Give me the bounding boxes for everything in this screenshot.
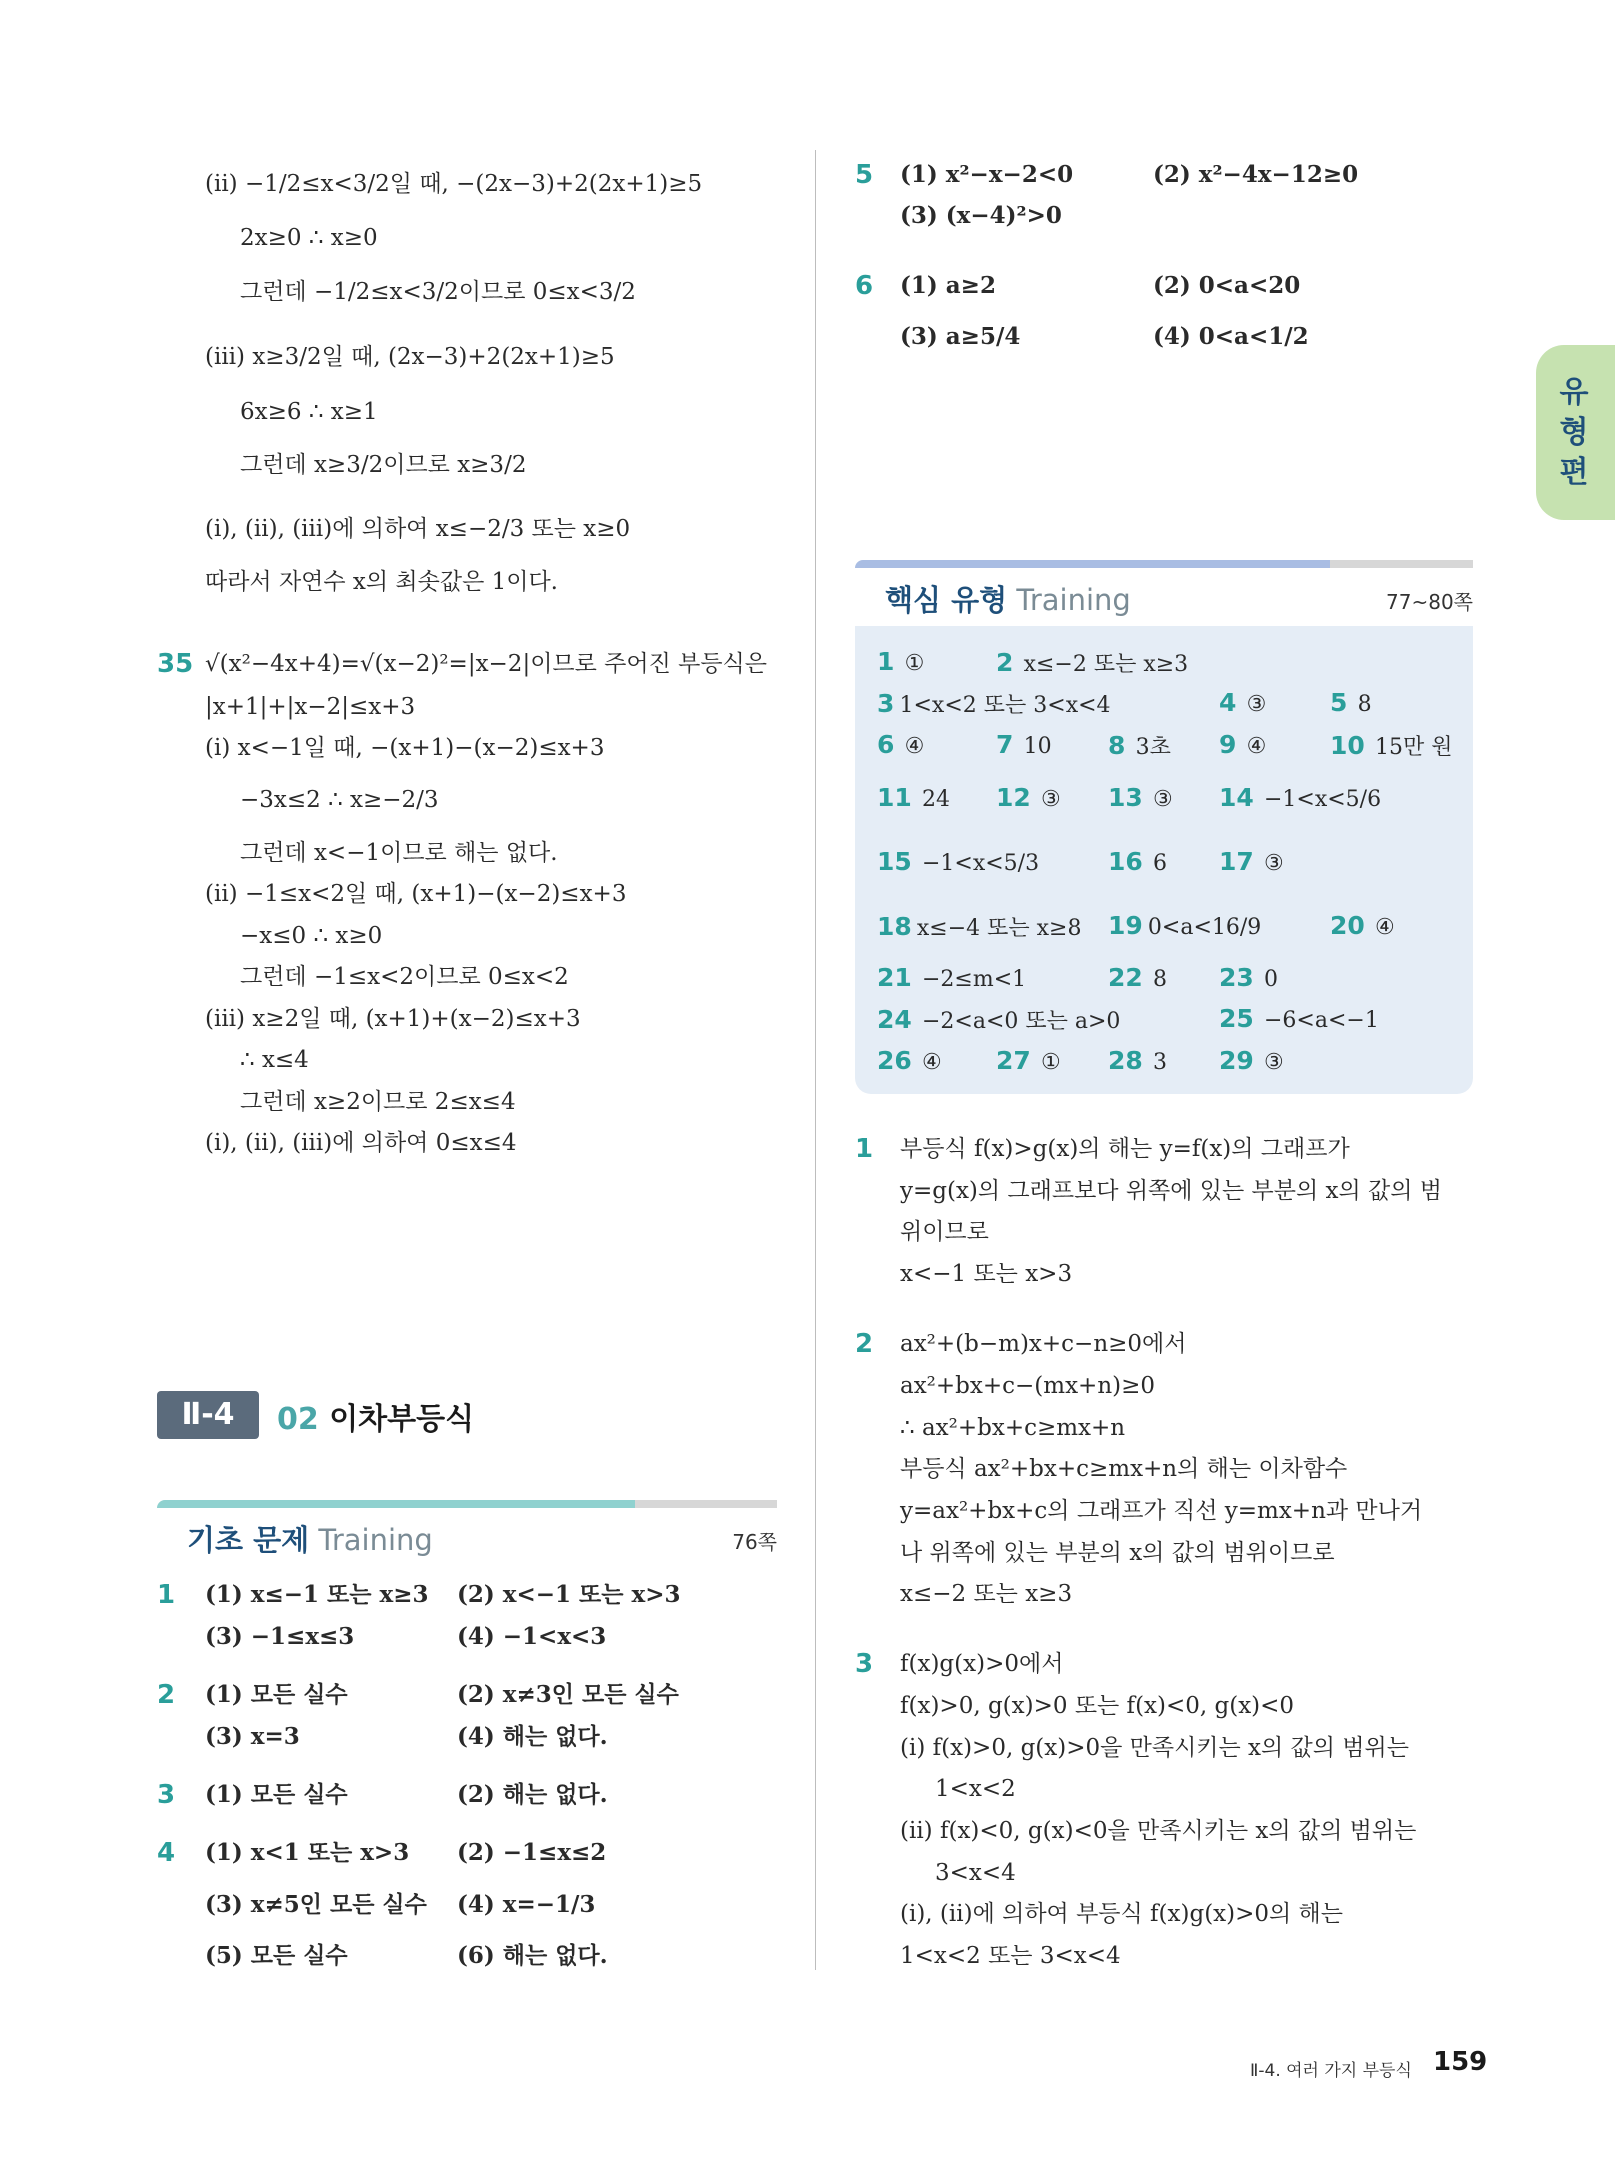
header-bar bbox=[855, 560, 1330, 568]
core-answer: 13 ③ bbox=[1108, 783, 1173, 812]
answer: (3) a≥5/4 bbox=[900, 323, 1021, 350]
core-answer: 12 ③ bbox=[996, 783, 1061, 812]
text-line: √(x²−4x+4)=√(x−2)²=|x−2|이므로 주어진 부등식은 bbox=[205, 651, 767, 677]
section-title-en: Training bbox=[318, 1523, 433, 1557]
text-line: (ⅱ) −1/2≤x<3/2일 때, −(2x−3)+2(2x+1)≥5 bbox=[205, 171, 703, 197]
column-divider bbox=[815, 150, 816, 1970]
chapter-number: 02 bbox=[277, 1402, 319, 1437]
core-answer-panel bbox=[855, 626, 1473, 1094]
text-line: −3x≤2 ∴ x≥−2/3 bbox=[240, 787, 439, 813]
core-answer: 1 ① bbox=[877, 647, 925, 676]
answer: (2) −1≤x≤2 bbox=[457, 1839, 607, 1866]
solution-number: 1 bbox=[855, 1134, 874, 1164]
answer: (1) a≥2 bbox=[900, 272, 996, 299]
chapter-name: 이차부등식 bbox=[329, 1402, 475, 1437]
text-line: 6x≥6 ∴ x≥1 bbox=[240, 399, 378, 425]
core-answer: 9 ④ bbox=[1219, 730, 1267, 759]
chapter-title bbox=[277, 1394, 474, 1438]
answer: (1) x²−x−2<0 bbox=[900, 161, 1074, 188]
text-line: |x+1|+|x−2|≤x+3 bbox=[205, 694, 416, 720]
answer: (1) 모든 실수 bbox=[205, 1781, 348, 1808]
section-title bbox=[885, 578, 1131, 619]
text-line: −x≤0 ∴ x≥0 bbox=[240, 923, 383, 949]
core-answer: 7 10 bbox=[996, 730, 1052, 759]
text-line: f(x)>0, g(x)>0 또는 f(x)<0, g(x)<0 bbox=[900, 1693, 1295, 1719]
text-line: (ⅲ) x≥3/2일 때, (2x−3)+2(2x+1)≥5 bbox=[205, 344, 615, 370]
section-title-en: Training bbox=[1016, 583, 1131, 617]
header-bar-gray bbox=[1330, 560, 1473, 568]
text-line: 그런데 −1≤x<2이므로 0≤x<2 bbox=[240, 964, 569, 990]
text-line: (ⅰ) x<−1일 때, −(x+1)−(x−2)≤x+3 bbox=[205, 735, 605, 761]
answer: (2) 0<a<20 bbox=[1153, 272, 1301, 299]
text-line: 그런데 x<−1이므로 해는 없다. bbox=[240, 840, 558, 866]
core-answer: 20 ④ bbox=[1330, 911, 1395, 940]
header-bar bbox=[157, 1500, 635, 1508]
answer: (4) x=−1/3 bbox=[457, 1891, 596, 1918]
core-answer: 28 3 bbox=[1108, 1046, 1167, 1075]
text-line: (ⅱ) f(x)<0, g(x)<0을 만족시키는 x의 값의 범위는 bbox=[900, 1818, 1417, 1844]
answer: (2) 해는 없다. bbox=[457, 1781, 608, 1808]
side-tab[interactable] bbox=[1536, 345, 1615, 520]
answer: (1) 모든 실수 bbox=[205, 1681, 348, 1708]
text-line: 나 위쪽에 있는 부분의 x의 값의 범위이므로 bbox=[900, 1540, 1335, 1566]
solution-number: 3 bbox=[855, 1649, 874, 1679]
text-line: f(x)g(x)>0에서 bbox=[900, 1651, 1064, 1677]
footer-section: Ⅱ-4. 여러 가지 부등식 bbox=[1250, 2061, 1412, 2081]
chapter-badge: Ⅱ-4 bbox=[157, 1391, 259, 1439]
core-answer: 23 0 bbox=[1219, 963, 1278, 992]
section-title-kr: 기초 문제 bbox=[187, 1523, 310, 1557]
solution-number: 2 bbox=[855, 1329, 874, 1359]
answer: (5) 모든 실수 bbox=[205, 1942, 348, 1969]
core-answer: 5 8 bbox=[1330, 688, 1372, 717]
core-answer: 11 24 bbox=[877, 783, 950, 812]
text-line: (ⅰ), (ⅱ), (ⅲ)에 의하여 0≤x≤4 bbox=[205, 1130, 517, 1156]
answer-number: 6 bbox=[855, 271, 874, 301]
core-answer: 21 −2≤m<1 bbox=[877, 963, 1027, 992]
text-line: 1<x<2 또는 3<x<4 bbox=[900, 1943, 1121, 1969]
answer: (1) x≤−1 또는 x≥3 bbox=[205, 1581, 429, 1608]
answer-number: 4 bbox=[157, 1838, 176, 1868]
answer: (3) (x−4)²>0 bbox=[900, 202, 1062, 229]
section-page: 76쪽 bbox=[732, 1530, 777, 1554]
answer: (4) 0<a<1/2 bbox=[1153, 323, 1309, 350]
text-line: ∴ x≤4 bbox=[240, 1047, 309, 1073]
answer-number: 1 bbox=[157, 1580, 176, 1610]
core-answer: 15 −1<x<5/3 bbox=[877, 847, 1040, 876]
text-line: ax²+(b−m)x+c−n≥0에서 bbox=[900, 1331, 1187, 1357]
answer: (4) −1<x<3 bbox=[457, 1623, 607, 1650]
core-answer: 2 x≤−2 또는 x≥3 bbox=[996, 648, 1189, 677]
answer: (3) x≠5인 모든 실수 bbox=[205, 1891, 427, 1918]
answer: (2) x²−4x−12≥0 bbox=[1153, 161, 1359, 188]
section-title-kr: 핵심 유형 bbox=[885, 583, 1008, 617]
core-answer: 25 −6<a<−1 bbox=[1219, 1004, 1379, 1033]
text-line: (ⅰ) f(x)>0, g(x)>0을 만족시키는 x의 값의 범위는 bbox=[900, 1735, 1409, 1761]
text-line: 부등식 f(x)>g(x)의 해는 y=f(x)의 그래프가 bbox=[900, 1136, 1350, 1162]
answer: (3) −1≤x≤3 bbox=[205, 1623, 355, 1650]
text-line: ∴ ax²+bx+c≥mx+n bbox=[900, 1415, 1126, 1441]
text-line: y=ax²+bx+c의 그래프가 직선 y=mx+n과 만나거 bbox=[900, 1498, 1423, 1524]
core-answer: 19 0<a<16/9 bbox=[1108, 911, 1262, 940]
core-training-header bbox=[855, 560, 1473, 617]
page-number: 159 bbox=[1433, 2047, 1488, 2077]
text-line: x≤−2 또는 x≥3 bbox=[900, 1581, 1073, 1607]
header-bar-gray bbox=[635, 1500, 777, 1508]
text-line: y=g(x)의 그래프보다 위쪽에 있는 부분의 x의 값의 범 bbox=[900, 1178, 1442, 1204]
core-answer: 10 15만 원 bbox=[1330, 731, 1453, 760]
section-page: 77~80쪽 bbox=[1386, 590, 1473, 614]
answer-number: 5 bbox=[855, 160, 874, 190]
answer: (1) x<1 또는 x>3 bbox=[205, 1839, 410, 1866]
text-line: 2x≥0 ∴ x≥0 bbox=[240, 225, 378, 251]
section-title bbox=[187, 1518, 433, 1559]
core-answer: 18 x≤−4 또는 x≥8 bbox=[877, 912, 1082, 941]
text-line: x<−1 또는 x>3 bbox=[900, 1261, 1073, 1287]
core-answer: 24 −2<a<0 또는 a>0 bbox=[877, 1005, 1121, 1034]
answer: (3) x=3 bbox=[205, 1723, 300, 1750]
core-answer: 17 ③ bbox=[1219, 847, 1284, 876]
core-answer: 4 ③ bbox=[1219, 688, 1267, 717]
text-line: (ⅰ), (ⅱ)에 의하여 부등식 f(x)g(x)>0의 해는 bbox=[900, 1901, 1343, 1927]
core-answer: 3 1<x<2 또는 3<x<4 bbox=[877, 689, 1111, 718]
basic-training-header bbox=[157, 1500, 777, 1557]
answer: (2) x≠3인 모든 실수 bbox=[457, 1681, 679, 1708]
core-answer: 16 6 bbox=[1108, 847, 1167, 876]
answer-number: 3 bbox=[157, 1780, 176, 1810]
core-answer: 14 −1<x<5/6 bbox=[1219, 783, 1382, 812]
text-line: 부등식 ax²+bx+c≥mx+n의 해는 이차함수 bbox=[900, 1456, 1348, 1482]
core-answer: 29 ③ bbox=[1219, 1046, 1284, 1075]
text-line: 3<x<4 bbox=[935, 1860, 1016, 1886]
text-line: 1<x<2 bbox=[935, 1776, 1016, 1802]
answer: (2) x<−1 또는 x>3 bbox=[457, 1581, 681, 1608]
text-line: 따라서 자연수 x의 최솟값은 1이다. bbox=[205, 569, 558, 595]
side-tab-label: 유형편 bbox=[1559, 375, 1589, 490]
core-answer: 27 ① bbox=[996, 1046, 1061, 1075]
text-line: 그런데 x≥2이므로 2≤x≤4 bbox=[240, 1089, 516, 1115]
text-line: (ⅱ) −1≤x<2일 때, (x+1)−(x−2)≤x+3 bbox=[205, 881, 627, 907]
answer: (6) 해는 없다. bbox=[457, 1942, 608, 1969]
core-answer: 26 ④ bbox=[877, 1046, 942, 1075]
text-line: 그런데 −1/2≤x<3/2이므로 0≤x<3/2 bbox=[240, 279, 636, 305]
text-line: (ⅲ) x≥2일 때, (x+1)+(x−2)≤x+3 bbox=[205, 1006, 581, 1032]
text-line: (ⅰ), (ⅱ), (ⅲ)에 의하여 x≤−2/3 또는 x≥0 bbox=[205, 516, 631, 542]
answer: (4) 해는 없다. bbox=[457, 1723, 608, 1750]
problem-number: 35 bbox=[157, 649, 194, 679]
answer-number: 2 bbox=[157, 1680, 176, 1710]
text-line: 그런데 x≥3/2이므로 x≥3/2 bbox=[240, 452, 527, 478]
text-line: ax²+bx+c−(mx+n)≥0 bbox=[900, 1373, 1156, 1399]
core-answer: 22 8 bbox=[1108, 963, 1167, 992]
text-line: 위이므로 bbox=[900, 1219, 989, 1245]
core-answer: 8 3초 bbox=[1108, 731, 1171, 760]
core-answer: 6 ④ bbox=[877, 730, 925, 759]
